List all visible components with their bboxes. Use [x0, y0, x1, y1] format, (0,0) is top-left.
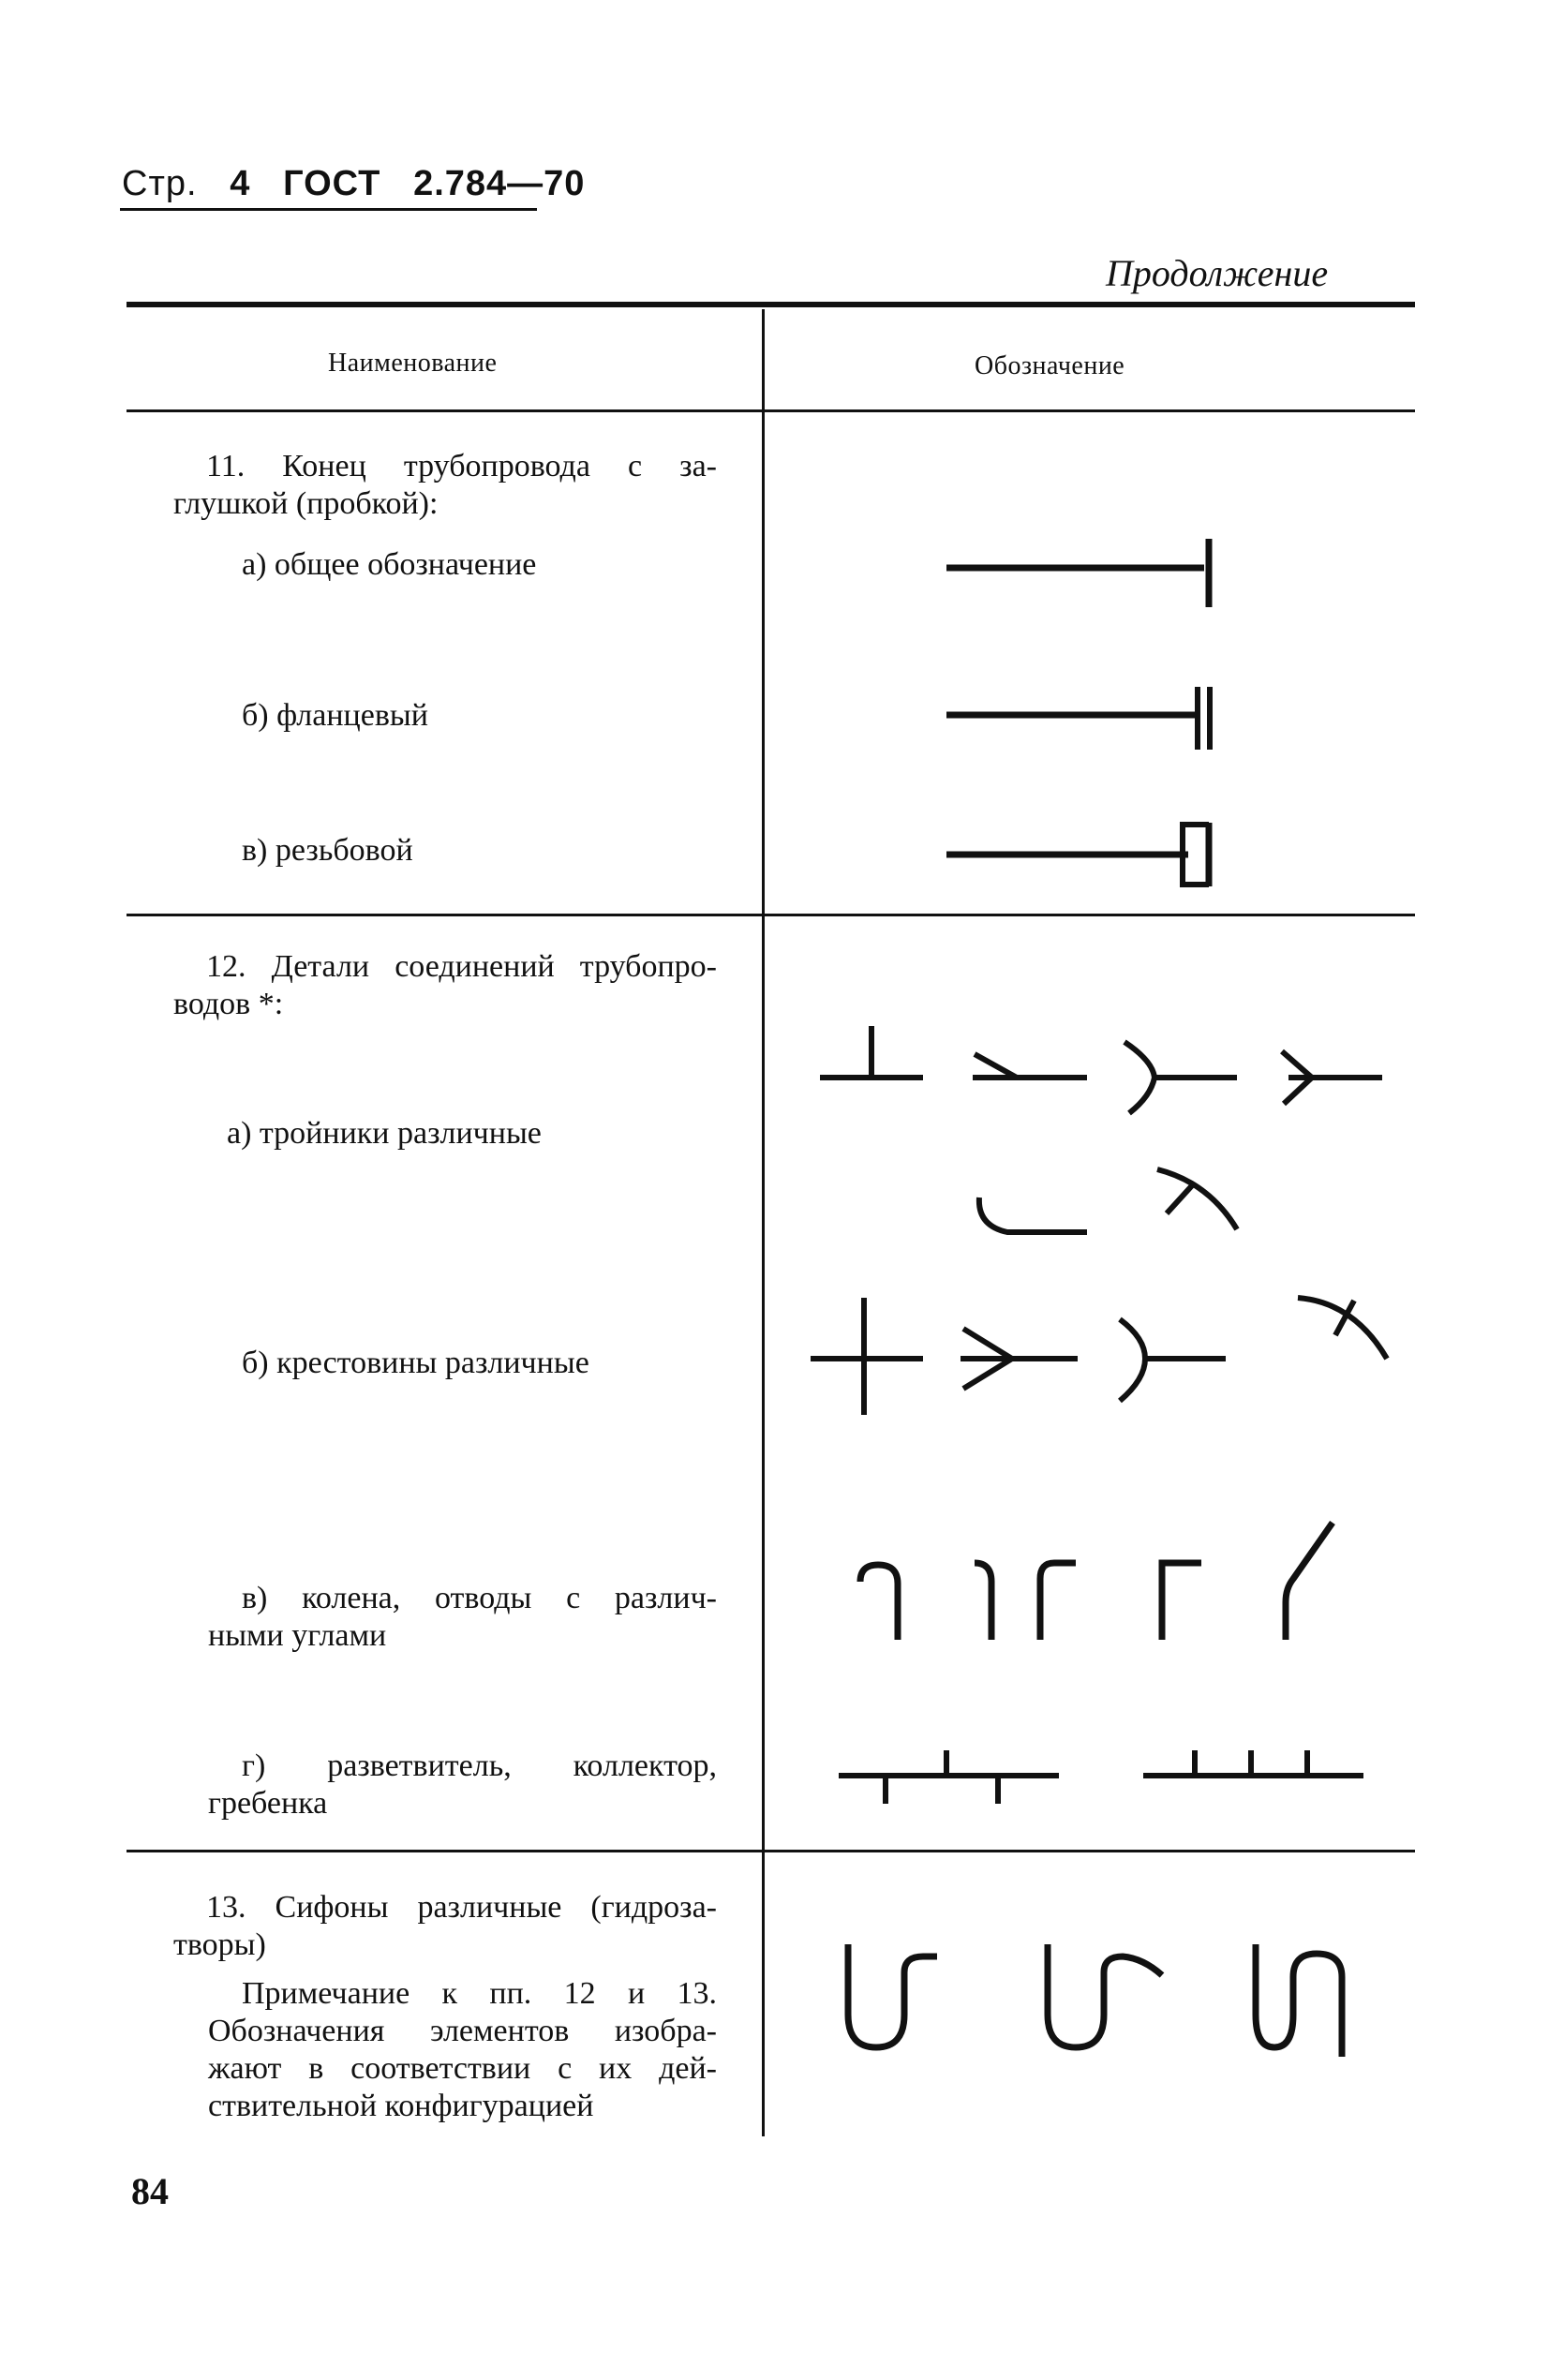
item-13-note-line4: ствительной конфигурацией	[208, 2089, 594, 2123]
plug-threaded-symbol	[946, 823, 1209, 886]
page-number-footer: 84	[131, 2170, 169, 2212]
continuation-label: Продолжение	[1106, 252, 1329, 294]
standard-label: ГОСТ	[283, 164, 381, 203]
item-12d-label-line1: г) разветвитель, коллектор,	[242, 1748, 717, 1783]
column-header-symbol: Обозначение	[975, 351, 1125, 380]
item-12-title-line2: водов *:	[173, 987, 284, 1021]
siphon-symbols	[848, 1944, 1342, 2057]
cross-symbols	[811, 1298, 1387, 1415]
item-12c-label-line2: ными углами	[208, 1618, 387, 1653]
item-13-title-line1: 13. Сифоны различные (гидроза-	[206, 1890, 717, 1925]
plug-flanged-symbol	[946, 687, 1210, 750]
item-13-note-line2: Обозначения элементов изобра-	[208, 2014, 717, 2048]
item-12c-label-line1: в) колена, отводы с различ-	[242, 1581, 717, 1615]
item-11a-label: а) общее обозначение	[242, 547, 537, 582]
item-13-title-line2: творы)	[173, 1927, 266, 1962]
page-label: Стр.	[122, 164, 198, 203]
column-header-name: Наименование	[328, 349, 498, 378]
plug-general-symbol	[946, 539, 1209, 607]
page-number-top: 4	[230, 164, 251, 203]
item-12-title-line1: 12. Детали соединений трубопро-	[206, 949, 717, 984]
item-11-title-line2: глушкой (пробкой):	[173, 486, 439, 521]
item-12b-label: б) крестовины различные	[242, 1346, 589, 1380]
manifold-symbols	[839, 1750, 1363, 1804]
elbow-symbols	[860, 1523, 1333, 1640]
item-11c-label: в) резьбовой	[242, 833, 413, 868]
item-11-title-line1: 11. Конец трубопровода с за-	[206, 449, 717, 483]
item-12d-label-line2: гребенка	[208, 1786, 328, 1821]
standard-number: 2.784—70	[413, 164, 586, 203]
item-13-note-line1: Примечание к пп. 12 и 13.	[242, 1976, 717, 2011]
item-12a-label: а) тройники различные	[227, 1116, 542, 1151]
item-13-note-line3: жают в соответствии с их дей-	[208, 2051, 717, 2086]
tee-symbols	[820, 1026, 1382, 1232]
item-11b-label: б) фланцевый	[242, 698, 428, 733]
